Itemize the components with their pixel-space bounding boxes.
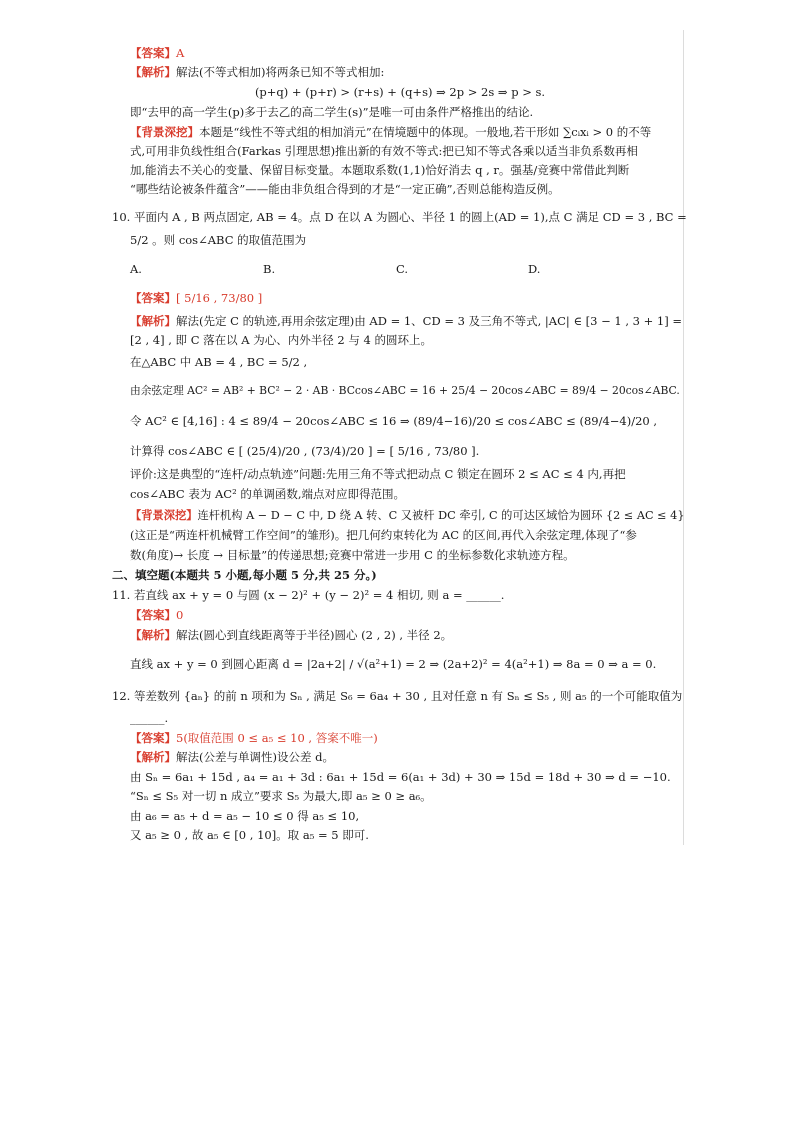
text-line: 由 a₆ = a₅ + d = a₅ − 10 ≤ 0 得 a₅ ≤ 10,	[130, 809, 360, 823]
analysis-line	[130, 749, 334, 765]
option-c: C.	[396, 262, 409, 276]
text-line: [2 , 4] , 即 C 落在以 A 为心、内外半径 2 与 4 的圆环上。	[130, 333, 433, 347]
text-line: “哪些结论被条件蕴含”——能由非负组合得到的才是“一定正确”,否则总能构造反例。	[130, 182, 560, 196]
answer-value: 5(取值范围 0 ≤ a₅ ≤ 10 , 答案不唯一)	[176, 731, 378, 745]
background-line	[130, 507, 685, 524]
analysis-text: 解法(公差与单调性)设公差 d。	[176, 750, 334, 764]
margin-rule	[683, 30, 684, 845]
formula-line: (p+q) + (p+r) > (r+s) + (q+s) ⇒ 2p > 2s ⇒ p > s.	[254, 85, 546, 99]
text-line: cos∠ABC 表为 AC² 的单调函数,端点对应即得范围。	[130, 487, 406, 501]
question-11: 11. 若直线 ax + y = 0 与圆 (x − 2)² + (y − 2)² = 4 相切, 则 a = ______.	[112, 588, 505, 602]
analysis-text: 解法(不等式相加)将两条已知不等式相加:	[176, 65, 385, 79]
text-line: (这正是“两连杆机械臂工作空间”的雏形)。把几何约束转化为 AC 的区间,再代入余弦定理,体现了“参	[130, 528, 637, 542]
analysis-tag: 【解析】	[130, 628, 176, 642]
answer-value: 0	[176, 608, 184, 622]
formula-line: 令 AC² ∈ [4,16] : 4 ≤ 89/4 − 20cos∠ABC ≤ 16 ⇒ (89/4−16)/20 ≤ cos∠ABC ≤ (89/4−4)/20 ,	[130, 414, 658, 428]
text-line: 由 Sₙ = 6a₁ + 15d , a₄ = a₁ + 3d : 6a₁ + 15d = 6(a₁ + 3d) + 30 ⇒ 15d = 18d + 30 ⇒ d = −10.	[130, 770, 671, 784]
analysis-line	[130, 313, 682, 329]
question-10-cont: 5/2 。则 cos∠ABC 的取值范围为	[130, 233, 307, 247]
answer-line	[130, 730, 378, 746]
option-a: A.	[130, 262, 142, 276]
analysis-tag: 【解析】	[130, 750, 176, 764]
text-line: 即“去甲的高一学生(p)多于去乙的高二学生(s)”是唯一可由条件严格推出的结论.	[130, 105, 534, 119]
text-line: 数(角度)→ 长度 → 目标量”的传递思想;竞赛中常进一步用 C 的坐标参数化求轨迹方程。	[130, 548, 575, 562]
option-d: D.	[528, 262, 541, 276]
background-text: 连杆机构 A − D − C 中, D 绕 A 转、C 又被杆 DC 牵引, C 的可达区域恰为圆环 {2 ≤ AC ≤ 4}	[197, 509, 685, 522]
background-tag: 【背景深挖】	[130, 125, 199, 139]
answer-line	[130, 290, 262, 306]
option-b: B.	[263, 262, 276, 276]
formula-line: 由余弦定理 AC² = AB² + BC² − 2 · AB · BCcos∠ABC = 16 + 25/4 − 20cos∠ABC = 89/4 − 20cos∠ABC.	[130, 384, 680, 397]
question-12: 12. 等差数列 {aₙ} 的前 n 项和为 Sₙ , 满足 S₆ = 6a₄ + 30 , 且对任意 n 有 Sₙ ≤ S₅ , 则 a₅ 的一个可能取值为	[112, 689, 683, 703]
text-line: 式,可用非负线性组合(Farkas 引理思想)推出新的有效不等式:把已知不等式各乘以适当非负系数再相	[130, 144, 638, 158]
text-line: 加,能消去不关心的变量、保留目标变量。本题取系数(1,1)恰好消去 q , r。强基/竞赛中常借此判断	[130, 163, 630, 177]
background-tag: 【背景深挖】	[130, 508, 198, 522]
background-line	[130, 124, 651, 140]
section-heading: 二、填空题(本题共 5 小题,每小题 5 分,共 25 分。)	[112, 568, 377, 582]
text-line: 又 a₅ ≥ 0 , 故 a₅ ∈ [0 , 10]。取 a₅ = 5 即可.	[130, 828, 369, 842]
formula-line: 直线 ax + y = 0 到圆心距离 d = |2a+2| / √(a²+1) = 2 ⇒ (2a+2)² = 4(a²+1) ⇒ 8a = 0 ⇒ a = 0.	[130, 657, 657, 671]
question-10: 10. 平面内 A , B 两点固定, AB = 4。点 D 在以 A 为圆心、半径 1 的圆上(AD = 1),点 C 满足 CD = 3 , BC =	[112, 210, 687, 224]
formula-line: 计算得 cos∠ABC ∈ [ (25/4)/20 , (73/4)/20 ] = [ 5/16 , 73/80 ].	[130, 444, 480, 458]
blank-line: ______.	[130, 711, 169, 725]
answer-tag: 【答案】	[130, 291, 176, 305]
analysis-tag: 【解析】	[130, 65, 176, 79]
analysis-line	[130, 627, 452, 643]
answer-line	[130, 45, 184, 61]
answer-value: [ 5/16 , 73/80 ]	[176, 291, 263, 305]
answer-tag: 【答案】	[130, 608, 176, 622]
text-line: 在△ABC 中 AB = 4 , BC = 5/2 ,	[130, 355, 308, 369]
answer-tag: 【答案】	[130, 46, 176, 60]
answer-value: A	[176, 46, 185, 60]
answer-line	[130, 607, 183, 623]
text-line: “Sₙ ≤ S₅ 对一切 n 成立”要求 S₅ 为最大,即 a₅ ≥ 0 ≥ a₆。	[130, 789, 432, 803]
analysis-text: 解法(圆心到直线距离等于半径)圆心 (2 , 2) , 半径 2。	[176, 628, 453, 642]
analysis-tag: 【解析】	[130, 314, 176, 328]
answer-tag: 【答案】	[130, 731, 176, 745]
text-line: 评价:这是典型的“连杆/动点轨迹”问题:先用三角不等式把动点 C 锁定在圆环 2 ≤ AC ≤ 4 内,再把	[130, 467, 626, 481]
analysis-line	[130, 64, 384, 80]
background-text: 本题是“线性不等式组的相加消元”在情境题中的体现。一般地,若干形如 ∑cᵢxᵢ > 0 的不等	[199, 125, 652, 139]
analysis-text: 解法(先定 C 的轨迹,再用余弦定理)由 AD = 1、CD = 3 及三角不等式, |AC| ∈ [3 − 1 , 3 + 1] =	[176, 314, 682, 328]
